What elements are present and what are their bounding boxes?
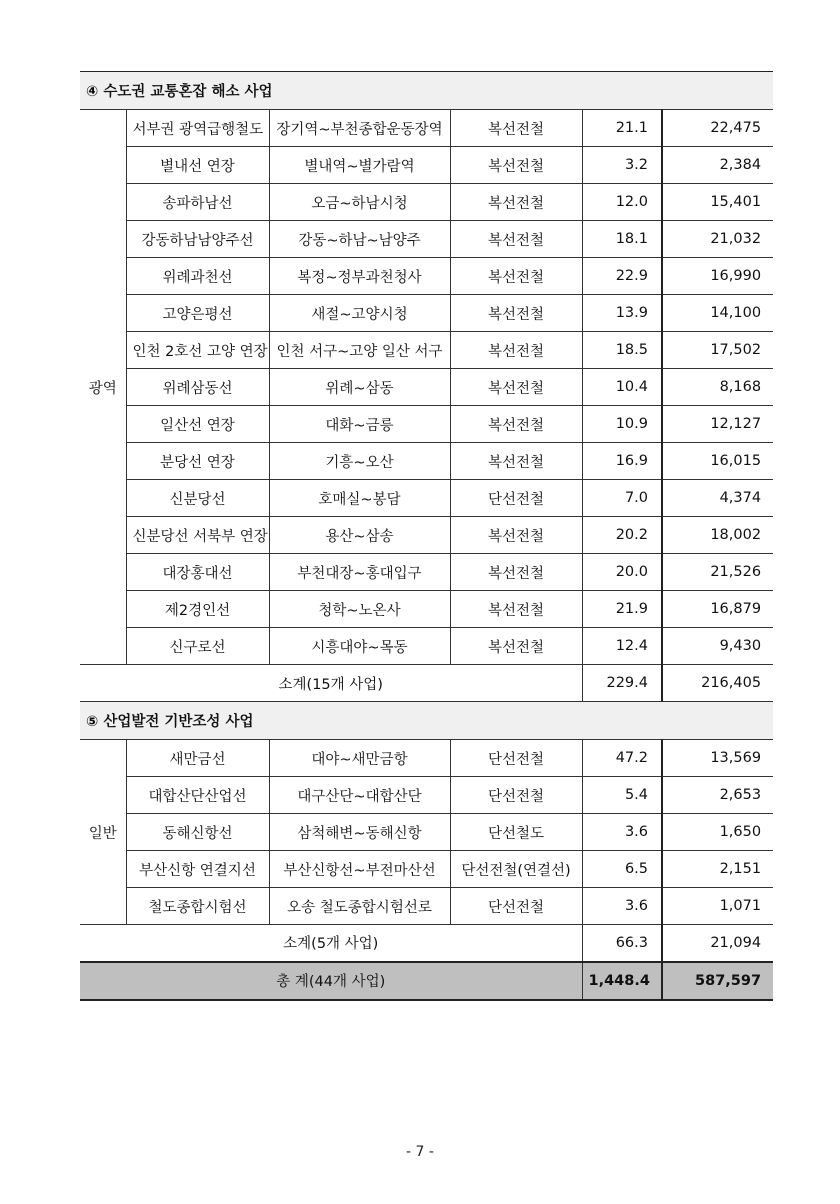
project-cost-cell: 21,526 [662,554,773,591]
subtotal-cost: 216,405 [662,665,773,702]
section-title: ④ 수도권 교통혼잡 해소 사업 [80,72,773,110]
project-type-cell: 복선전철 [450,221,582,258]
project-section-cell: 복정~정부과천청사 [269,258,450,295]
project-section-cell: 용산~삼송 [269,517,450,554]
project-type-cell: 단선전철 [450,888,582,925]
project-cost-cell: 2,151 [662,851,773,888]
total-label: 총 계(44개 사업) [80,962,582,1000]
project-length-cell: 20.2 [582,517,662,554]
project-section-cell: 삼척해변~동해신항 [269,814,450,851]
page-number: - 7 - [406,1144,434,1160]
table-row [80,221,773,258]
project-type-cell: 복선전철 [450,369,582,406]
project-length-cell: 18.5 [582,332,662,369]
table-row [80,777,773,814]
project-name-cell: 위례과천선 [126,258,269,295]
project-cost-cell: 16,015 [662,443,773,480]
project-length-cell: 3.2 [582,147,662,184]
project-length-cell: 10.9 [582,406,662,443]
project-name-cell: 위례삼동선 [126,369,269,406]
project-cost-cell: 15,401 [662,184,773,221]
section-header [80,72,773,110]
project-name-cell: 분당선 연장 [126,443,269,480]
project-name-cell: 동해신항선 [126,814,269,851]
project-length-cell: 20.0 [582,554,662,591]
project-name-cell: 부산신항 연결지선 [126,851,269,888]
project-section-cell: 호매실~봉담 [269,480,450,517]
table-row [80,814,773,851]
project-type-cell: 복선전철 [450,184,582,221]
project-type-cell: 복선전철 [450,554,582,591]
project-section-cell: 대구산단~대합산단 [269,777,450,814]
table-row [80,184,773,221]
project-name-cell: 서부권 광역급행철도 [126,110,269,147]
project-name-cell: 신구로선 [126,628,269,665]
project-cost-cell: 16,879 [662,591,773,628]
table-row [80,332,773,369]
project-length-cell: 3.6 [582,814,662,851]
project-length-cell: 18.1 [582,221,662,258]
project-section-cell: 강동~하남~남양주 [269,221,450,258]
project-type-cell: 복선전철 [450,147,582,184]
section-title: ⑤ 산업발전 기반조성 사업 [80,702,773,740]
category-cell: 광역 [80,110,126,665]
table-row [80,628,773,665]
project-section-cell: 장기역~부천종합운동장역 [269,110,450,147]
project-type-cell: 단선전철 [450,740,582,777]
category-cell: 일반 [80,740,126,925]
project-name-cell: 신분당선 서북부 연장 [126,517,269,554]
project-section-cell: 기흥~오산 [269,443,450,480]
table-row [80,258,773,295]
project-cost-cell: 13,569 [662,740,773,777]
project-cost-cell: 18,002 [662,517,773,554]
table-row [80,517,773,554]
subtotal-label: 소계(15개 사업) [80,665,582,702]
project-section-cell: 대화~금릉 [269,406,450,443]
table-row [80,110,773,147]
project-cost-cell: 1,071 [662,888,773,925]
project-section-cell: 부천대장~홍대입구 [269,554,450,591]
project-cost-cell: 2,653 [662,777,773,814]
table-row [80,851,773,888]
subtotal-label: 소계(5개 사업) [80,925,582,962]
project-cost-cell: 17,502 [662,332,773,369]
project-type-cell: 복선전철 [450,110,582,147]
project-cost-cell: 21,032 [662,221,773,258]
project-length-cell: 22.9 [582,258,662,295]
project-section-cell: 부산신항선~부전마산선 [269,851,450,888]
table-row [80,888,773,925]
project-section-cell: 시흥대야~목동 [269,628,450,665]
project-type-cell: 복선전철 [450,628,582,665]
table-row [80,480,773,517]
subtotal-length: 229.4 [582,665,662,702]
project-section-cell: 인천 서구~고양 일산 서구 [269,332,450,369]
project-name-cell: 철도종합시험선 [126,888,269,925]
project-type-cell: 단선전철 [450,777,582,814]
project-name-cell: 고양은평선 [126,295,269,332]
project-length-cell: 5.4 [582,777,662,814]
project-section-cell: 새절~고양시청 [269,295,450,332]
project-length-cell: 21.9 [582,591,662,628]
subtotal-length: 66.3 [582,925,662,962]
project-length-cell: 10.4 [582,369,662,406]
project-type-cell: 복선전철 [450,406,582,443]
section-header [80,702,773,740]
project-type-cell: 단선철도 [450,814,582,851]
total-length: 1,448.4 [582,962,662,1000]
project-cost-cell: 2,384 [662,147,773,184]
project-length-cell: 16.9 [582,443,662,480]
project-cost-cell: 9,430 [662,628,773,665]
project-cost-cell: 4,374 [662,480,773,517]
project-type-cell: 단선전철(연결선) [450,851,582,888]
project-section-cell: 대야~새만금항 [269,740,450,777]
project-section-cell: 오금~하남시청 [269,184,450,221]
project-type-cell: 복선전철 [450,517,582,554]
project-section-cell: 청학~노온사 [269,591,450,628]
project-length-cell: 3.6 [582,888,662,925]
project-section-cell: 오송 철도종합시험선로 [269,888,450,925]
table-row [80,406,773,443]
project-length-cell: 47.2 [582,740,662,777]
subtotal-row [80,665,773,702]
project-name-cell: 대장홍대선 [126,554,269,591]
table-row [80,369,773,406]
table-row [80,554,773,591]
project-name-cell: 새만금선 [126,740,269,777]
table-row [80,591,773,628]
project-length-cell: 12.4 [582,628,662,665]
project-name-cell: 대합산단산업선 [126,777,269,814]
table-row [80,740,773,777]
project-length-cell: 6.5 [582,851,662,888]
table-row [80,443,773,480]
project-length-cell: 13.9 [582,295,662,332]
project-cost-cell: 8,168 [662,369,773,406]
project-name-cell: 강동하남남양주선 [126,221,269,258]
subtotal-row [80,925,773,962]
project-name-cell: 제2경인선 [126,591,269,628]
total-row [80,962,773,1000]
project-type-cell: 복선전철 [450,332,582,369]
project-cost-cell: 12,127 [662,406,773,443]
project-name-cell: 일산선 연장 [126,406,269,443]
project-type-cell: 복선전철 [450,443,582,480]
table-row [80,295,773,332]
project-name-cell: 인천 2호선 고양 연장 [126,332,269,369]
project-length-cell: 21.1 [582,110,662,147]
project-type-cell: 복선전철 [450,295,582,332]
project-cost-cell: 1,650 [662,814,773,851]
project-section-cell: 별내역~별가람역 [269,147,450,184]
project-section-cell: 위례~삼동 [269,369,450,406]
project-length-cell: 7.0 [582,480,662,517]
project-type-cell: 단선전철 [450,480,582,517]
subtotal-cost: 21,094 [662,925,773,962]
total-cost: 587,597 [662,962,773,1000]
project-name-cell: 송파하남선 [126,184,269,221]
project-name-cell: 별내선 연장 [126,147,269,184]
project-cost-cell: 22,475 [662,110,773,147]
table-row [80,147,773,184]
project-length-cell: 12.0 [582,184,662,221]
project-type-cell: 복선전철 [450,258,582,295]
project-type-cell: 복선전철 [450,591,582,628]
project-cost-cell: 16,990 [662,258,773,295]
railway-projects-table [80,71,773,1001]
project-name-cell: 신분당선 [126,480,269,517]
project-cost-cell: 14,100 [662,295,773,332]
